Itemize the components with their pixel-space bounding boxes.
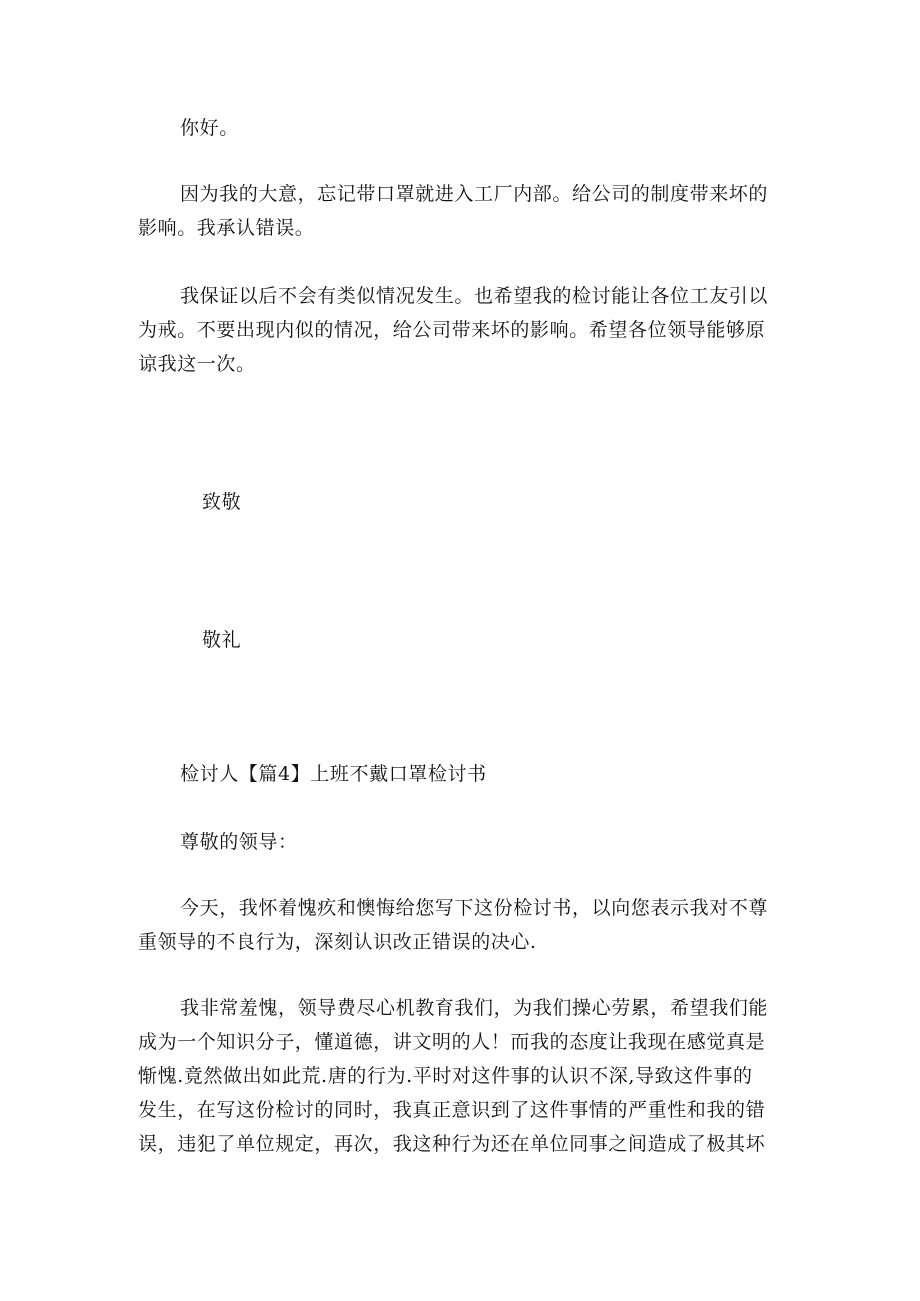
paragraph-3-line-1: 今天，我怀着愧疚和懊悔给您写下这份检讨书，以向您表示我对不尊 <box>180 897 769 919</box>
paragraph-4-line-2: 成为一个知识分子，懂道德，讲文明的人！而我的态度让我现在感觉真是 <box>138 1031 766 1053</box>
paragraph-2-line-2: 为戒。不要出现内似的情况，给公司带来坏的影响。希望各位领导能够原 <box>138 319 766 341</box>
section-heading: 检讨人【篇4】上班不戴口罩检讨书 <box>180 763 487 785</box>
greeting-line: 你好。 <box>180 117 239 139</box>
paragraph-4-line-5: 误，违犯了单位规定，再次，我这种行为还在单位同事之间造成了极其坏 <box>138 1133 766 1155</box>
closing-zhijing: 致敬 <box>202 491 242 513</box>
closing-jingli: 敬礼 <box>202 629 242 651</box>
paragraph-2-line-1: 我保证以后不会有类似情况发生。也希望我的检讨能让各位工友引以 <box>180 285 769 307</box>
paragraph-1-line-2: 影响。我承认错误。 <box>138 217 315 239</box>
paragraph-2-line-3: 谅我这一次。 <box>138 353 256 375</box>
paragraph-3-line-2: 重领导的不良行为，深刻认识改正错误的决心. <box>138 931 537 953</box>
paragraph-4-line-1: 我非常羞愧，领导费尽心机教育我们，为我们操心劳累，希望我们能 <box>180 997 769 1019</box>
salutation-line: 尊敬的领导： <box>180 831 298 853</box>
paragraph-1-line-1: 因为我的大意，忘记带口罩就进入工厂内部。给公司的制度带来坏的 <box>180 183 769 205</box>
paragraph-4-line-3: 惭愧.竟然做出如此荒.唐的行为.平时对这件事的认识不深,导致这件事的 <box>138 1065 753 1087</box>
paragraph-4-line-4: 发生，在写这份检讨的同时，我真正意识到了这件事情的严重性和我的错 <box>138 1099 766 1121</box>
